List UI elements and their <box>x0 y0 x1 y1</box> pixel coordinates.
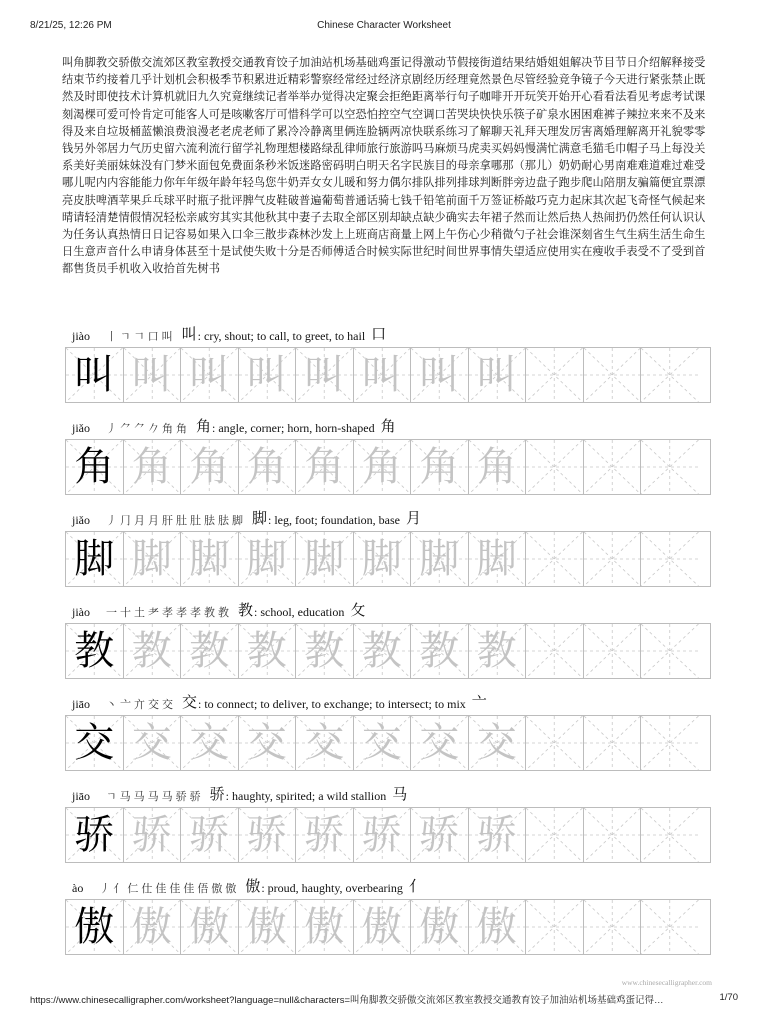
trace-character: 角 <box>419 444 460 490</box>
trace-character-box <box>239 624 297 678</box>
trace-character: 叫 <box>419 352 460 398</box>
meaning: : school, education <box>254 605 345 619</box>
trace-character-box <box>181 624 239 678</box>
trace-character: 叫 <box>476 352 517 398</box>
empty-practice-box <box>641 532 699 586</box>
entry-info <box>72 876 424 896</box>
stroke-step: 孝 <box>190 606 204 619</box>
stroke-order <box>99 880 239 896</box>
stroke-step: 亠 <box>120 698 134 711</box>
trace-character: 脚 <box>246 536 287 582</box>
guide-lines <box>641 624 699 678</box>
trace-character-box <box>124 716 182 770</box>
stroke-step: 肝 <box>162 514 176 527</box>
character-label: 傲 <box>245 877 261 895</box>
empty-practice-box <box>641 624 699 678</box>
radical: 口 <box>371 325 387 343</box>
stroke-step: 角 <box>176 422 190 435</box>
pinyin: jiǎo <box>72 513 90 527</box>
trace-character: 叫 <box>189 352 230 398</box>
worksheet-entry <box>65 596 711 688</box>
stroke-step: 丿 <box>106 514 120 527</box>
model-character-box <box>66 624 124 678</box>
trace-character-box <box>469 900 527 954</box>
stroke-order <box>106 696 176 712</box>
model-character-box <box>66 808 124 862</box>
trace-character: 交 <box>304 720 345 766</box>
stroke-step: 佳 <box>183 882 198 895</box>
trace-character-box <box>411 348 469 402</box>
practice-grid <box>65 531 711 587</box>
stroke-order <box>106 420 190 436</box>
model-character-box <box>66 532 124 586</box>
trace-character-box <box>469 624 527 678</box>
stroke-step: 亣 <box>134 698 148 711</box>
trace-character: 脚 <box>189 536 230 582</box>
trace-character: 叫 <box>304 352 345 398</box>
meaning: : leg, foot; foundation, base <box>268 513 400 527</box>
trace-character-box <box>354 440 412 494</box>
entry-info <box>72 692 487 712</box>
entry-info <box>72 508 421 528</box>
empty-practice-box <box>584 348 642 402</box>
trace-character-box <box>469 716 527 770</box>
stroke-step: 交 <box>148 698 162 711</box>
model-character-box <box>66 348 124 402</box>
print-datetime: 8/21/25, 12:26 PM <box>30 20 112 31</box>
worksheet-entry <box>65 872 711 964</box>
character-label: 交 <box>182 693 198 711</box>
print-footer <box>0 992 768 1012</box>
stroke-step: 仁 <box>127 882 142 895</box>
trace-character: 交 <box>246 720 287 766</box>
model-character-box <box>66 900 124 954</box>
trace-character: 骄 <box>476 812 517 858</box>
empty-practice-box <box>584 440 642 494</box>
pinyin: jiāo <box>72 697 90 711</box>
stroke-step: 口 <box>147 330 162 343</box>
guide-lines <box>641 348 699 402</box>
stroke-step: ㄱ <box>106 790 120 803</box>
character-label: 脚 <box>252 509 268 527</box>
stroke-step: 角 <box>162 422 176 435</box>
radical: 亠 <box>471 693 487 711</box>
stroke-step: 俉 <box>197 882 212 895</box>
trace-character-box <box>411 808 469 862</box>
trace-character: 骄 <box>246 812 287 858</box>
trace-character-box <box>354 532 412 586</box>
guide-lines <box>526 348 583 402</box>
trace-character: 骄 <box>304 812 345 858</box>
stroke-step: 脚 <box>232 514 246 527</box>
guide-lines <box>584 532 641 586</box>
guide-lines <box>584 624 641 678</box>
trace-character: 傲 <box>476 904 517 950</box>
guide-lines <box>526 808 583 862</box>
trace-character-box <box>296 532 354 586</box>
stroke-step: 马 <box>161 790 176 803</box>
trace-character: 教 <box>131 628 172 674</box>
trace-character-box <box>181 532 239 586</box>
stroke-step: 亻 <box>113 882 128 895</box>
stroke-step: 肚 <box>176 514 190 527</box>
stroke-step: 教 <box>204 606 218 619</box>
trace-character: 傲 <box>131 904 172 950</box>
trace-character-box <box>239 440 297 494</box>
trace-character: 教 <box>361 628 402 674</box>
character-label: 叫 <box>181 325 197 343</box>
worksheet-entry <box>65 780 711 872</box>
stroke-step: ⺈ <box>134 422 148 435</box>
empty-practice-box <box>526 348 584 402</box>
worksheet-entry <box>65 504 711 596</box>
trace-character-box <box>296 348 354 402</box>
trace-character: 骄 <box>361 812 402 858</box>
worksheet-entry <box>65 412 711 504</box>
stroke-step: 土 <box>134 606 148 619</box>
trace-character-box <box>296 440 354 494</box>
trace-character: 骄 <box>419 812 460 858</box>
trace-character-box <box>354 716 412 770</box>
character-list: 叫角脚教交骄傲交流郊区教室教授交通教育饺子加油站机场基础鸡蛋记得激动节假接街道结果结婚姐姐解决节目节日介绍解释接受结束节约接着几乎计划机会积极季节积累进近精彩警察经常经过经济京剧经历经理竟然景色尽管经验竞争镜子今天进行紧张禁止既然及时即使技术计算机就旧九久究竟继续记者举举办觉得决定聚会拒绝距离举行句子咖啡开开玩笑开始开心看看法看见考虑考试课刻渴棵可爱可怜肯定可能客人可是咳嗽客厅可惜科学可以空恐怕控空气空调口苦哭块快快乐筷子矿泉水困困难裤子辣拉来来不及来得及来自垃圾桶蓝懒浪费浪漫老老虎老师了累冷冷静离里俩连脸辆两凉快联系练习了解聊天礼拜天理发厉害离婚理解离开礼貌零零钱另外邻居力气历史留六流利流行留学礼物理想楼路绿乱律师旅行旅游吗马麻烦马虎卖买妈妈慢满忙满意毛猫毛巾帽子马上每没关系美好美丽妹妹没有门梦米面包免费面条秒米饭迷路密码明白明天名字民族目的母亲拿哪那（那儿）奶奶耐心男南难难道难过难受哪儿呢内内容能能力你年年级年龄年轻鸟您牛奶弄女女儿暖和努力偶尔排队排列排球判断胖旁边盘子跑步爬山陪朋友骗篇便宜票漂亮皮肤啤酒苹果乒乓球平时瓶子批评脾气皮鞋破普遍葡萄普通话骑七钱千铅笔前面千万签证桥敲巧克力起床其次起飞奇怪气候起来晴请轻清楚情假情况轻松亲戚穷其实其他秋其中妻子去取全部区别却缺点缺少确实去年裙子然而让然后热人热闹扔仍然任何认识认为任务认真热情日日记容易如果入口伞三散步森林沙发上上班商店商量上网上午伤心少稍微勺子社会谁深刻省生气生病生活生命生日生意声音什么申请身体甚至十是试使失败十分是否师傅适合时候实际世纪时间世界事情失望适应使用实在瘦收手表受不了受到首都售货员手机收入收拾首先树书 <box>62 56 706 276</box>
meaning: : angle, corner; horn, horn-shaped <box>212 421 375 435</box>
empty-practice-box <box>641 900 699 954</box>
guide-lines <box>641 808 699 862</box>
trace-character-box <box>124 900 182 954</box>
stroke-order <box>106 604 232 620</box>
entry-info <box>72 416 396 436</box>
model-character: 脚 <box>74 536 115 582</box>
trace-character-box <box>469 348 527 402</box>
trace-character-box <box>354 348 412 402</box>
practice-grid <box>65 899 711 955</box>
empty-practice-box <box>526 440 584 494</box>
trace-character-box <box>181 900 239 954</box>
entry-info <box>72 600 365 620</box>
trace-character: 教 <box>246 628 287 674</box>
pinyin: jiào <box>72 329 90 343</box>
character-label: 骄 <box>209 785 225 803</box>
character-label: 角 <box>196 417 212 435</box>
guide-lines <box>584 440 641 494</box>
radical: 亻 <box>408 877 424 895</box>
model-character: 叫 <box>74 352 115 398</box>
trace-character: 骄 <box>131 812 172 858</box>
stroke-step: 马 <box>133 790 148 803</box>
stroke-step: ⺆ <box>120 514 134 527</box>
trace-character-box <box>296 900 354 954</box>
model-character: 交 <box>74 720 115 766</box>
practice-grid <box>65 347 711 403</box>
worksheet-entry <box>65 688 711 780</box>
trace-character: 脚 <box>361 536 402 582</box>
character-label: 教 <box>238 601 254 619</box>
trace-character: 脚 <box>304 536 345 582</box>
stroke-step: 马 <box>119 790 134 803</box>
stroke-order <box>106 512 246 528</box>
guide-lines <box>584 808 641 862</box>
trace-character: 叫 <box>361 352 402 398</box>
empty-practice-box <box>584 900 642 954</box>
pinyin: ào <box>72 881 84 895</box>
trace-character-box <box>239 808 297 862</box>
trace-character: 骄 <box>189 812 230 858</box>
trace-character-box <box>296 716 354 770</box>
meaning: : proud, haughty, overbearing <box>261 881 403 895</box>
trace-character: 角 <box>246 444 287 490</box>
empty-practice-box <box>584 624 642 678</box>
empty-practice-box <box>526 624 584 678</box>
trace-character: 教 <box>304 628 345 674</box>
stroke-step: 丶 <box>106 698 120 711</box>
model-character-box <box>66 440 124 494</box>
print-url: https://www.chinesecalligrapher.com/worksheet?language=null&characters=叫角脚教交骄傲交流郊区教室教授交通教育饺子加油站机场基础鸡蛋记得… <box>30 995 664 1006</box>
stroke-step: 丨 <box>106 330 120 343</box>
page-number: 1/70 <box>719 992 738 1003</box>
stroke-order <box>106 788 204 804</box>
pinyin: jiǎo <box>72 421 90 435</box>
trace-character: 傲 <box>189 904 230 950</box>
trace-character-box <box>411 440 469 494</box>
radical: 马 <box>392 785 408 803</box>
trace-character-box <box>411 532 469 586</box>
guide-lines <box>526 532 583 586</box>
trace-character-box <box>354 624 412 678</box>
practice-grid <box>65 439 711 495</box>
stroke-step: 仕 <box>141 882 156 895</box>
meaning: : cry, shout; to call, to greet, to hail <box>197 329 366 343</box>
trace-character: 傲 <box>304 904 345 950</box>
trace-character: 交 <box>361 720 402 766</box>
stroke-step: 丿 <box>99 882 114 895</box>
stroke-step: 佳 <box>155 882 170 895</box>
guide-lines <box>584 716 641 770</box>
guide-lines <box>641 900 699 954</box>
stroke-step: 月 <box>148 514 162 527</box>
trace-character: 傲 <box>361 904 402 950</box>
trace-character-box <box>124 440 182 494</box>
practice-grid <box>65 715 711 771</box>
empty-practice-box <box>526 808 584 862</box>
trace-character-box <box>354 900 412 954</box>
stroke-step: 月 <box>134 514 148 527</box>
trace-character-box <box>239 348 297 402</box>
guide-lines <box>526 716 583 770</box>
stroke-step: 丿 <box>106 422 120 435</box>
pinyin: jiào <box>72 605 90 619</box>
model-character: 教 <box>74 628 115 674</box>
model-character: 傲 <box>74 904 115 950</box>
meaning: : to connect; to deliver, to exchange; to intersect; to mix <box>198 697 466 711</box>
stroke-step: ㄱ <box>120 330 134 343</box>
trace-character: 交 <box>131 720 172 766</box>
stroke-step: 𠃍 <box>133 330 148 343</box>
trace-character-box <box>469 440 527 494</box>
empty-practice-box <box>641 808 699 862</box>
trace-character: 角 <box>304 444 345 490</box>
trace-character-box <box>181 808 239 862</box>
guide-lines <box>641 716 699 770</box>
stroke-step: 肚 <box>190 514 204 527</box>
trace-character-box <box>181 440 239 494</box>
trace-character: 叫 <box>131 352 172 398</box>
trace-character-box <box>469 808 527 862</box>
radical: 角 <box>380 417 396 435</box>
pinyin: jiāo <box>72 789 90 803</box>
trace-character: 角 <box>131 444 172 490</box>
empty-practice-box <box>526 532 584 586</box>
model-character-box <box>66 716 124 770</box>
trace-character: 教 <box>476 628 517 674</box>
trace-character-box <box>296 808 354 862</box>
stroke-step: 马 <box>147 790 162 803</box>
stroke-order <box>106 328 176 344</box>
trace-character: 交 <box>419 720 460 766</box>
trace-character: 交 <box>476 720 517 766</box>
empty-practice-box <box>641 348 699 402</box>
guide-lines <box>526 440 583 494</box>
trace-character: 叫 <box>246 352 287 398</box>
stroke-step: 耂 <box>148 606 162 619</box>
stroke-step: ⺈ <box>120 422 134 435</box>
trace-character-box <box>181 716 239 770</box>
trace-character-box <box>296 624 354 678</box>
trace-character-box <box>124 348 182 402</box>
stroke-step: 傲 <box>225 882 240 895</box>
trace-character: 傲 <box>246 904 287 950</box>
trace-character: 傲 <box>419 904 460 950</box>
stroke-step: 孝 <box>162 606 176 619</box>
worksheet-entry <box>65 320 711 412</box>
trace-character-box <box>181 348 239 402</box>
stroke-step: 骄 <box>189 790 204 803</box>
trace-character-box <box>124 624 182 678</box>
guide-lines <box>641 532 699 586</box>
trace-character-box <box>239 900 297 954</box>
empty-practice-box <box>526 716 584 770</box>
radical: 攵 <box>350 601 366 619</box>
print-header <box>0 0 768 40</box>
stroke-step: 胠 <box>218 514 232 527</box>
empty-practice-box <box>641 716 699 770</box>
trace-character-box <box>411 716 469 770</box>
site-watermark: www.chinesecalligrapher.com <box>621 978 712 987</box>
trace-character-box <box>411 624 469 678</box>
trace-character: 交 <box>189 720 230 766</box>
stroke-step: 胠 <box>204 514 218 527</box>
stroke-step: 骄 <box>175 790 190 803</box>
worksheet-entries <box>65 320 711 964</box>
stroke-step: 十 <box>120 606 134 619</box>
trace-character: 角 <box>189 444 230 490</box>
practice-grid <box>65 807 711 863</box>
guide-lines <box>526 624 583 678</box>
stroke-step: 孝 <box>176 606 190 619</box>
stroke-step: 傲 <box>211 882 226 895</box>
guide-lines <box>526 900 583 954</box>
model-character: 骄 <box>74 812 115 858</box>
trace-character: 脚 <box>419 536 460 582</box>
stroke-step: 一 <box>106 606 120 619</box>
trace-character-box <box>469 532 527 586</box>
guide-lines <box>584 348 641 402</box>
stroke-step: 佳 <box>169 882 184 895</box>
trace-character: 角 <box>361 444 402 490</box>
entry-info <box>72 324 386 344</box>
trace-character-box <box>354 808 412 862</box>
empty-practice-box <box>641 440 699 494</box>
trace-character-box <box>124 532 182 586</box>
trace-character-box <box>411 900 469 954</box>
stroke-step: 交 <box>162 698 176 711</box>
trace-character: 脚 <box>131 536 172 582</box>
entry-info <box>72 784 407 804</box>
empty-practice-box <box>526 900 584 954</box>
empty-practice-box <box>584 716 642 770</box>
trace-character-box <box>124 808 182 862</box>
radical: 月 <box>406 509 422 527</box>
print-title: Chinese Character Worksheet <box>317 20 451 31</box>
stroke-step: 叫 <box>161 330 176 343</box>
trace-character-box <box>239 532 297 586</box>
empty-practice-box <box>584 808 642 862</box>
model-character: 角 <box>74 444 115 490</box>
trace-character: 教 <box>419 628 460 674</box>
stroke-step: 𠂊 <box>148 422 162 435</box>
empty-practice-box <box>584 532 642 586</box>
trace-character: 教 <box>189 628 230 674</box>
guide-lines <box>584 900 641 954</box>
practice-grid <box>65 623 711 679</box>
trace-character-box <box>239 716 297 770</box>
trace-character: 脚 <box>476 536 517 582</box>
trace-character: 角 <box>476 444 517 490</box>
meaning: : haughty, spirited; a wild stallion <box>225 789 387 803</box>
guide-lines <box>641 440 699 494</box>
stroke-step: 教 <box>218 606 232 619</box>
